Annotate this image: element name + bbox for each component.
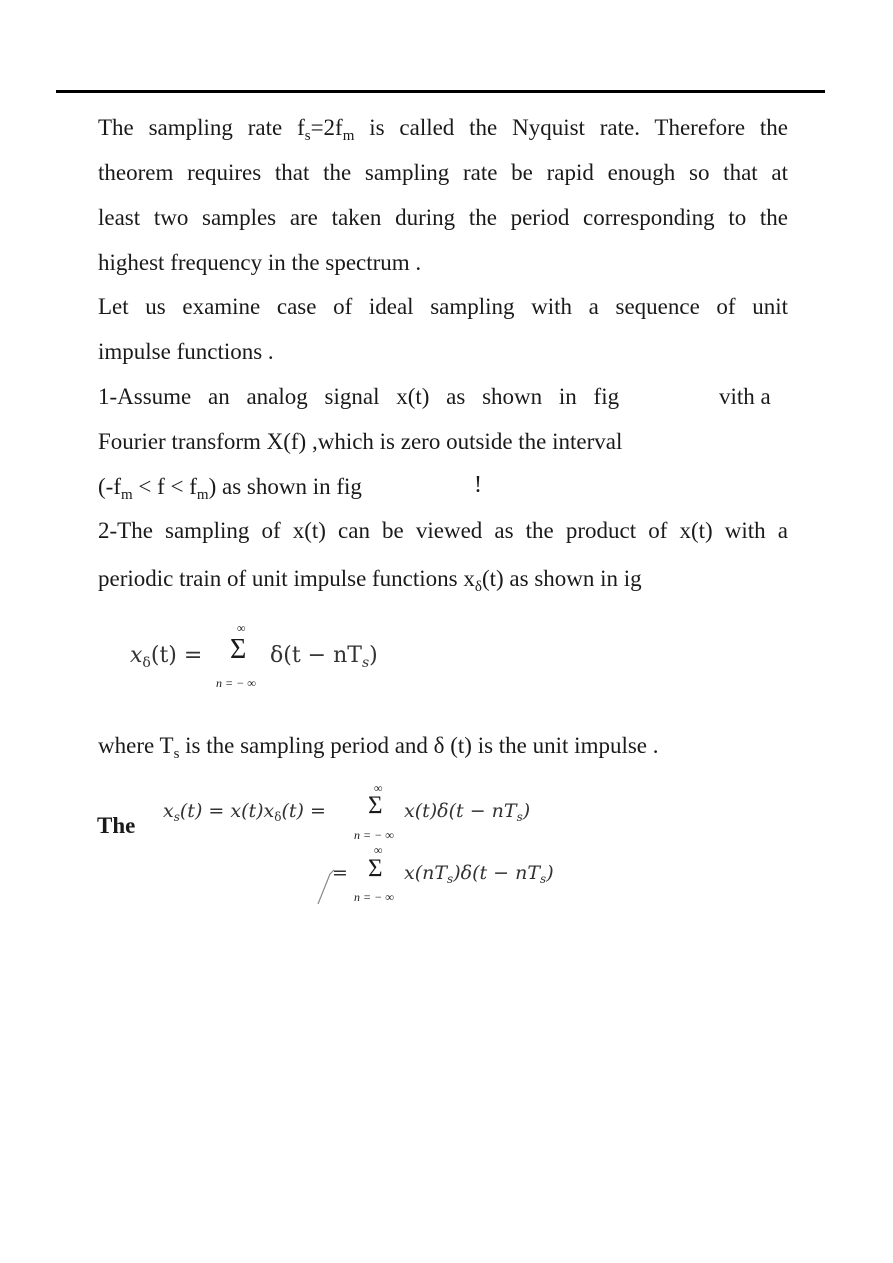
- stray-mark: !: [474, 472, 482, 498]
- equation-label-the: The: [97, 813, 136, 838]
- para3-line1: 1-Assume an analog signal x(t) as shown in fig: [98, 384, 620, 409]
- para2-line1: Let us examine case of ideal sampling with a sequence of unit: [98, 294, 788, 319]
- para1-line2: theorem requires that the sampling rate be rapid enough so that at: [98, 160, 788, 185]
- para1-line3: least two samples are taken during the period corresponding to the: [98, 205, 788, 230]
- para4-line2: periodic train of unit impulse functions $x_\delta(t)$ as shown in ig: [98, 566, 642, 595]
- para3-line1-tail: vith a: [719, 384, 771, 409]
- stray-pen-stroke: [316, 866, 336, 906]
- para4-line1: 2-The sampling of x(t) can be viewed as the product of x(t) with a: [98, 518, 788, 543]
- header-rule: [56, 90, 825, 93]
- para5-line1: where $T_s$ is the sampling period and δ (t) is the unit impulse .: [98, 733, 659, 762]
- para1-line1: The sampling rate $f_s=2f_m$ is called the Nyquist rate. Therefore the: [98, 115, 788, 144]
- para1-line4: highest frequency in the spectrum .: [98, 250, 422, 275]
- para2-line2: impulse functions .: [98, 339, 274, 364]
- para3-line2: Fourier transform X(f) ,which is zero outside the interval: [98, 429, 623, 454]
- para3-line3: $(-f_m < f < f_m)$ as shown in fig: [98, 474, 362, 503]
